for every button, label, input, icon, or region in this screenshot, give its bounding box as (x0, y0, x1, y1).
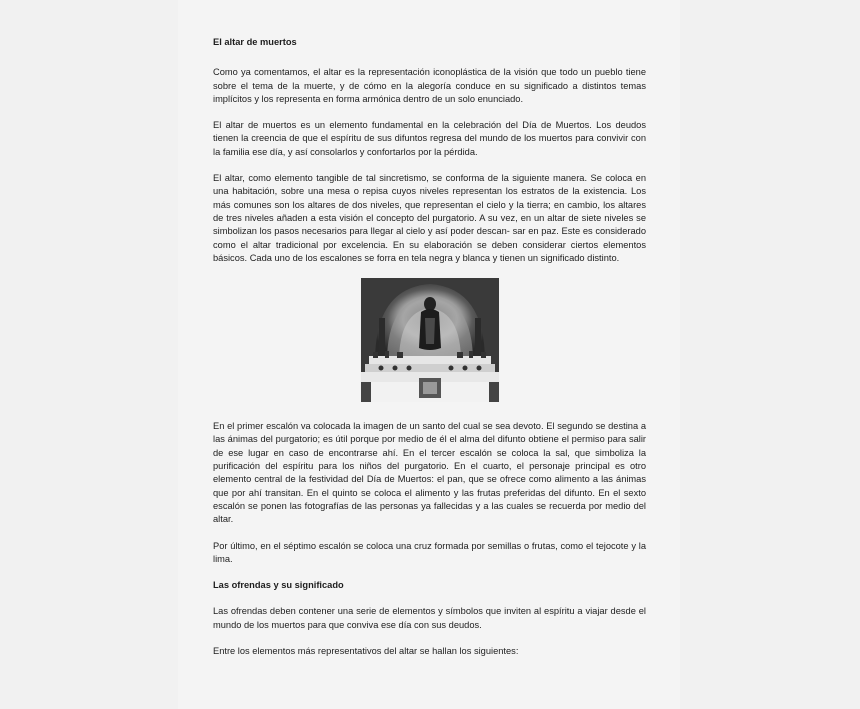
paragraph-5: Por último, en el séptimo escalón se coloca una cruz formada por semillas o frutas, como el tejocote y la lima. (213, 540, 646, 564)
paragraph-6: Las ofrendas deben contener una serie de elementos y símbolos que inviten al espíritu a viajar desde el mundo de los muertos para que conviva ese día con sus deudos. (213, 606, 646, 630)
document-content (213, 36, 646, 671)
section-title: El altar de muertos (213, 37, 297, 47)
paragraph-1: Como ya comentamos, el altar es la representación iconoplástica de la visión que todo un pueblo tiene sobre el tema de la muerte, y de cómo en la alegoría conduce en su significado a distintos temas implícitos y los representa en forma armónica dentro de un solo enunciado. (213, 67, 646, 104)
paragraph-4: En el primer escalón va colocada la imagen de un santo del cual se sea devoto. El segundo se destina a las ánimas del purgatorio; es útil porque por medio de él el alma del difunto obtiene el permiso para salir de ese lugar en caso de encontrarse ahí. En el tercer escalón se coloca la sal, que simboliza la purificación del espíritu para los niños del purgatorio. En el cuarto, el personaje principal es otro elemento central de la festividad del Día de Muertos: el pan, que se ofrece como alimento a las ánimas que por ahí transitan. En el quinto se coloca el alimento y las frutas preferidas del difunto. En el sexto escalón se ponen las fotografías de las personas ya fallecidas y a las cuales se recuerda por medio del altar. (213, 421, 646, 525)
paragraph-7: Entre los elementos más representativos del altar se hallan los siguientes: (213, 646, 519, 657)
paragraph-3: El altar, como elemento tangible de tal sincretismo, se conforma de la siguiente manera. Se coloca en una habitación, sobre una mesa o repisa cuyos niveles representan los estratos de la existencia. Los más comunes son los altares de dos niveles, que representan el cielo y la tierra; en cambio, los altares de tres niveles añaden a esta visión el concepto del purgatorio. A su vez, en un altar de siete niveles se simbolizan los pasos necesarios para llegar al cielo y así poder descan- sar en paz. Este es considerado como el altar tradicional por excelencia. En su elaboración se deben considerar ciertos elementos básicos. Cada uno de los escalones se forra en tela negra y blanca y tienen un significado distinto. (213, 173, 646, 263)
altar-photo (361, 278, 499, 402)
paragraph-2: El altar de muertos es un elemento fundamental en la celebración del Día de Muertos. Los deudos tienen la creencia de que el espíritu de sus difuntos regresa del mundo de los muertos para convivir con la familia ese día, y así consolarlos y confortarlos por la pérdida. (213, 120, 646, 157)
figure-container (213, 278, 646, 402)
section-subheading: Las ofrendas y su significado (213, 580, 344, 591)
